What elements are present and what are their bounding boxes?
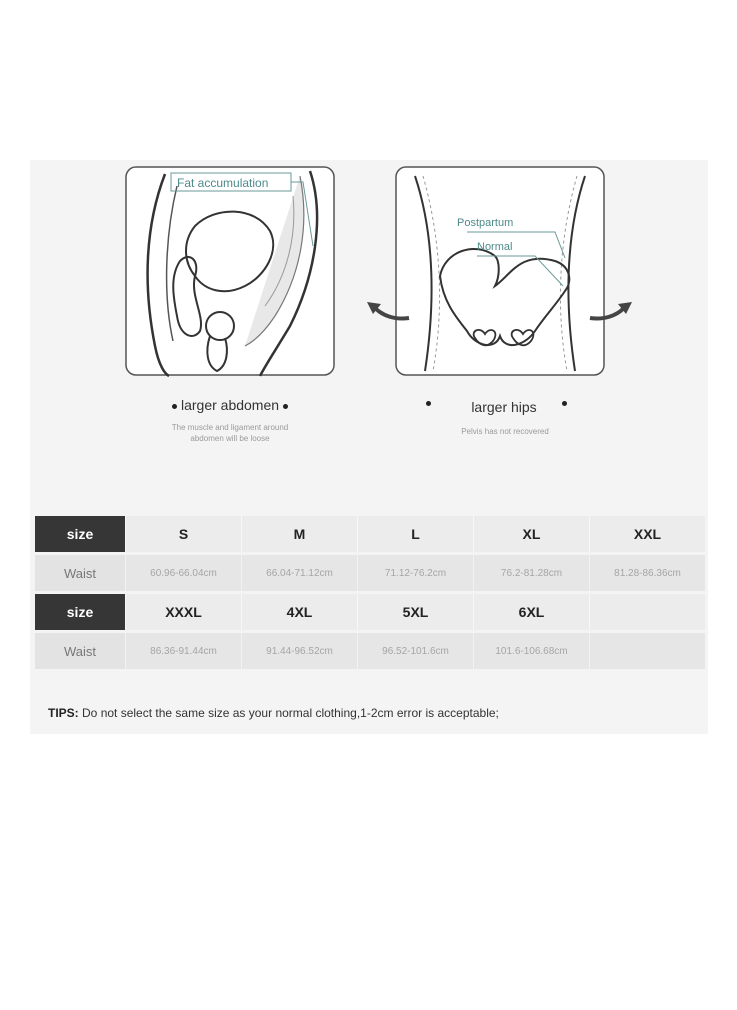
waist-header: Waist	[35, 633, 125, 669]
waist-cell: 66.04-71.12cm	[241, 555, 357, 591]
size-cell: S	[125, 516, 241, 552]
waist-cell: 86.36-91.44cm	[125, 633, 241, 669]
waist-cell: 71.12-76.2cm	[357, 555, 473, 591]
waist-header: Waist	[35, 555, 125, 591]
waist-cell: 81.28-86.36cm	[589, 555, 705, 591]
larger-hips-caption: larger hips	[471, 399, 537, 415]
abdomen-illustration	[125, 166, 337, 378]
size-cell: XL	[473, 516, 589, 552]
larger-abdomen-caption	[145, 397, 315, 413]
hips-diagram	[395, 166, 607, 378]
expand-right-arrow-icon	[588, 298, 634, 328]
size-cell: 6XL	[473, 594, 589, 630]
table-row	[35, 516, 705, 552]
empty-cell	[589, 633, 705, 669]
size-header: size	[35, 594, 125, 630]
tips-label: TIPS:	[48, 706, 79, 720]
size-cell: L	[357, 516, 473, 552]
table-row	[35, 594, 705, 630]
hips-illustration	[395, 166, 607, 378]
abdomen-subcaption: The muscle and ligament around abdomen will be loose	[171, 423, 289, 443]
waist-cell: 60.96-66.04cm	[125, 555, 241, 591]
bullet-icon	[172, 404, 177, 409]
tips-text: Do not select the same size as your normal clothing,1-2cm error is acceptable;	[82, 706, 499, 720]
empty-cell	[589, 594, 705, 630]
abdomen-diagram	[125, 166, 337, 378]
larger-abdomen-text: larger abdomen	[180, 397, 280, 413]
waist-cell: 101.6-106.68cm	[473, 633, 589, 669]
size-cell: XXL	[589, 516, 705, 552]
bullet-icon	[562, 401, 567, 406]
size-cell: XXXL	[125, 594, 241, 630]
normal-label: Normal	[477, 241, 513, 253]
expand-left-arrow-icon	[365, 298, 411, 328]
size-cell: 4XL	[241, 594, 357, 630]
table-row	[35, 555, 705, 591]
waist-cell: 76.2-81.28cm	[473, 555, 589, 591]
size-cell: M	[241, 516, 357, 552]
size-header: size	[35, 516, 125, 552]
bullet-icon	[426, 401, 431, 406]
bullet-icon	[283, 404, 288, 409]
waist-cell: 96.52-101.6cm	[357, 633, 473, 669]
size-cell: 5XL	[357, 594, 473, 630]
size-guide-panel	[30, 160, 708, 734]
hips-subcaption: Pelvis has not recovered	[461, 427, 549, 436]
table-row	[35, 633, 705, 669]
postpartum-label: Postpartum	[457, 217, 514, 229]
fat-accumulation-label: Fat accumulation	[177, 176, 269, 190]
tips-line	[48, 706, 499, 720]
waist-cell: 91.44-96.52cm	[241, 633, 357, 669]
